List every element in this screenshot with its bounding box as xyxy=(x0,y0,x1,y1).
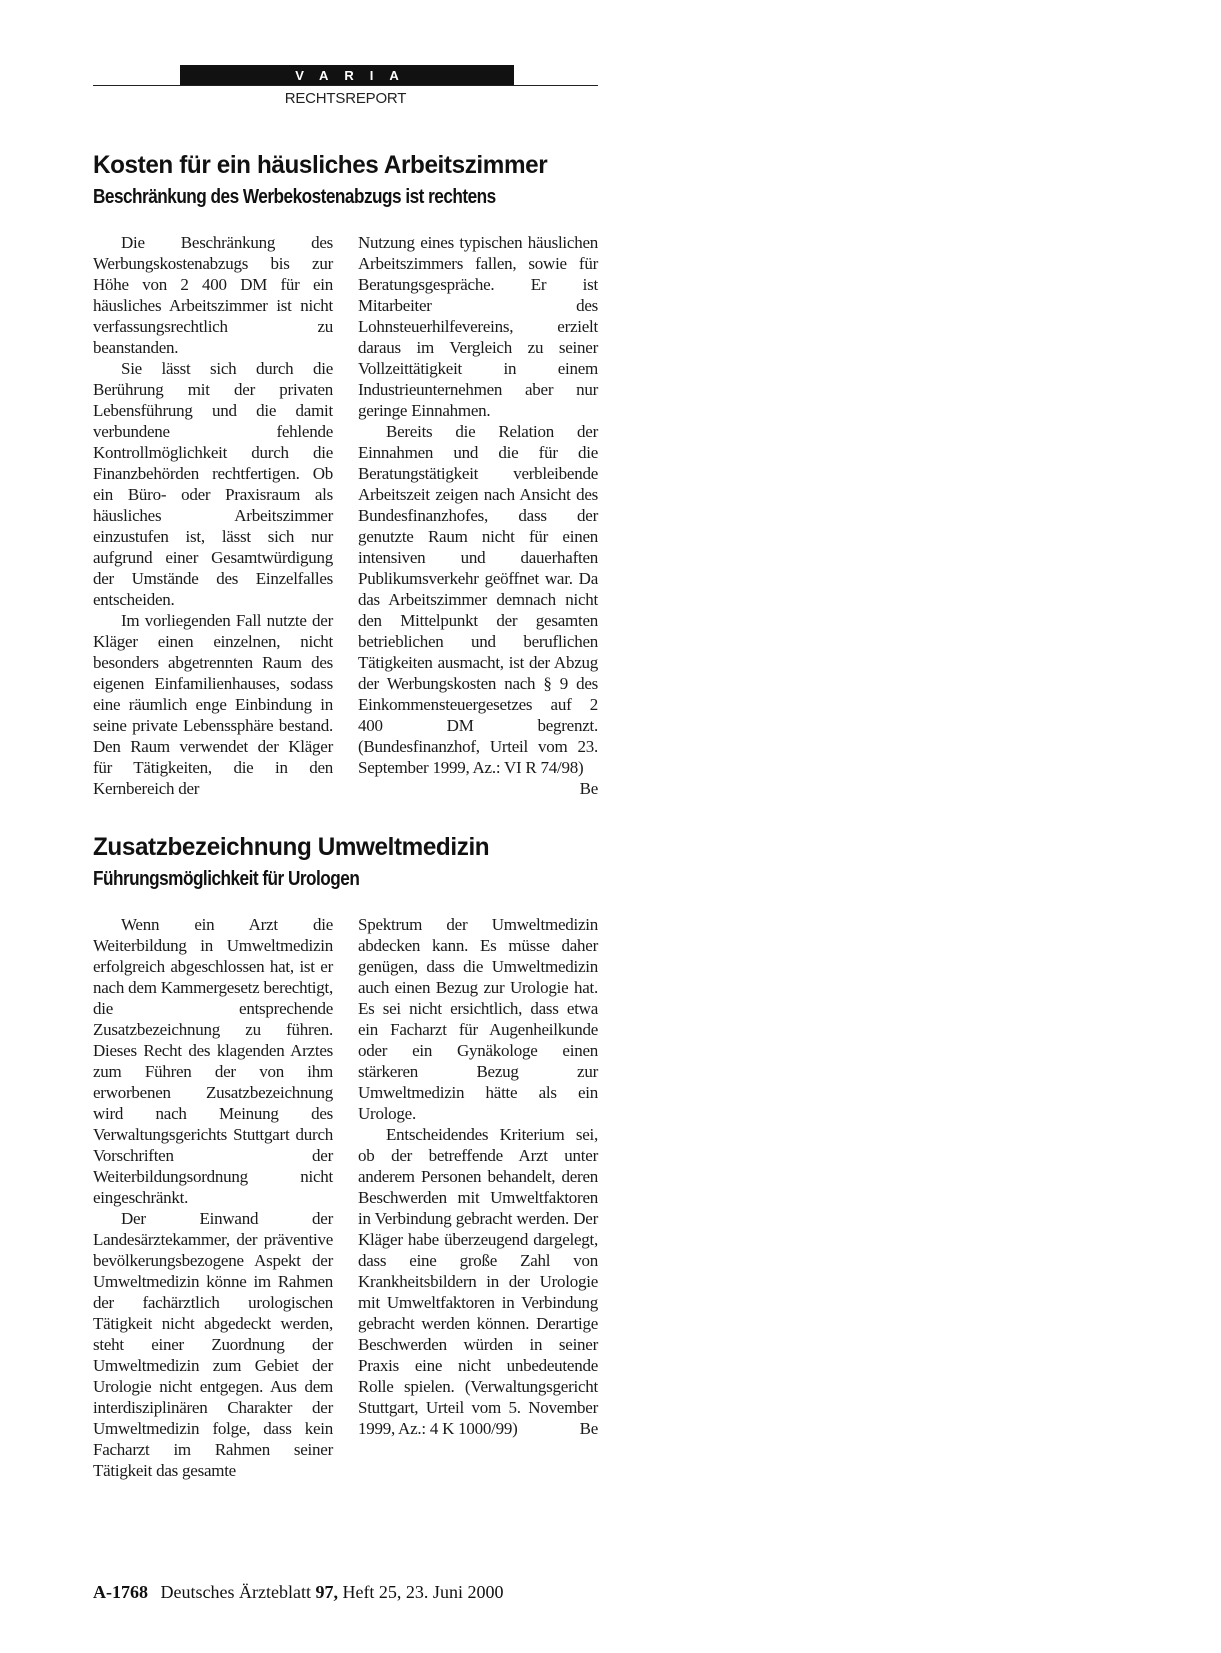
paragraph: Im vorliegenden Fall nutzte der Kläger einen einzelnen, nicht besonders abgetrennten Raum des eigenen Einfamilienhauses, sodass eine räumlich enge Einbindung in seine private Lebenssphäre bestand. Den Raum verwendet der Kläger für Tätigkeiten, die in den Kernbereich der xyxy=(93,611,333,798)
paragraph-text: Bereits die Relation der Einnahmen und die für die Beratungstätigkeit verbleibende Arbeitszeit zeigen nach Ansicht des Bundesfinanzhofes, dass der genutzte Raum nicht für einen intensiven und dauerhaften Publikumsverkehr geöffnet war. Da das Arbeitszimmer demnach nicht den Mittelpunkt der gesamten betrieblichen und beruflichen Tätigkeiten ausmacht, ist der Abzug der Werbungskosten nach § 9 des Einkommensteuergesetzes auf 2 400 DM begrenzt. (Bundesfinanzhof, Urteil vom 23. September 1999, Az.: VI R 74/98) xyxy=(358,422,598,777)
page-number: A-1768 xyxy=(93,1582,148,1602)
paragraph-with-signature xyxy=(358,421,598,798)
article-title: Kosten für ein häusliches Arbeitszimmer xyxy=(93,151,548,179)
journal-volume: 97, xyxy=(315,1582,338,1602)
paragraph: Spektrum der Umweltmedizin abdecken kann. Es müsse daher genügen, dass die Umweltmedizin auch einen Bezug zur Urologie hat. Es sei nicht ersichtlich, dass etwa ein Facharzt für Augenheilkunde oder ein Gynäkologe einen stärkeren Bezug zur Umweltmedizin hätte als ein Urologe. xyxy=(358,915,598,1123)
article-subtitle: Beschränkung des Werbekostenabzugs ist rechtens xyxy=(93,186,496,208)
paragraph: Sie lässt sich durch die Berührung mit der privaten Lebensführung und die damit verbundene fehlende Kontrollmöglichkeit durch die Finanzbehörden rechtfertigen. Ob ein Büro- oder Praxisraum als häusliches Arbeitszimmer einzustufen ist, lässt sich nur aufgrund einer Gesamtwürdigung der Umstände des Einzelfalles entscheiden. xyxy=(93,359,333,609)
journal-issue: Heft 25, 23. Juni 2000 xyxy=(342,1582,504,1602)
paragraph-text: Entscheidendes Kriterium sei, ob der betreffende Arzt unter anderem Personen behandelt, deren Beschwerden mit Umweltfaktoren in Verbindung gebracht werden. Der Kläger habe überzeugend dargelegt, dass eine große Zahl von Krankheitsbildern in der Urologie mit Umweltfaktoren in Verbindung gebracht werden können. Derartige Beschwerden würden in seiner Praxis eine nicht unbedeutende Rolle spielen. (Verwaltungsgericht Stuttgart, Urteil vom 5. November 1999, Az.: 4 K 1000/99) xyxy=(358,1125,598,1438)
column-right xyxy=(358,914,598,1439)
author-signature: Be xyxy=(579,1419,598,1438)
article-title: Zusatzbezeichnung Umweltmedizin xyxy=(93,833,490,861)
journal-name: Deutsches Ärzteblatt xyxy=(160,1582,311,1602)
paragraph: Wenn ein Arzt die Weiterbildung in Umweltmedizin erfolgreich abgeschlossen hat, ist er nach dem Kammergesetz berechtigt, die entsprechende Zusatzbezeichnung zu führen. Dieses Recht des klagenden Arztes zum Führen der von ihm erworbenen Zusatzbezeichnung wird nach Meinung des Verwaltungsgerichts Stuttgart durch Vorschriften der Weiterbildungsordnung nicht eingeschränkt. xyxy=(93,915,333,1207)
author-signature: Be xyxy=(579,779,598,798)
column-left xyxy=(93,914,333,1481)
section-banner: VARIA xyxy=(180,65,514,86)
header-divider xyxy=(93,85,598,86)
section-label: RECHTSREPORT xyxy=(284,90,407,107)
paragraph: Nutzung eines typischen häuslichen Arbeitszimmers fallen, sowie für Beratungsgespräche. Er ist Mitarbeiter des Lohnsteuerhilfevereins, erzielt daraus im Vergleich zu seiner Vollzeittätigkeit in einem Industrieunternehmen aber nur geringe Einnahmen. xyxy=(358,233,598,420)
column-left xyxy=(93,232,333,799)
article-subtitle: Führungsmöglichkeit für Urologen xyxy=(93,868,360,890)
page-footer xyxy=(93,1582,503,1603)
column-right xyxy=(358,232,598,799)
paragraph: Die Beschränkung des Werbungskostenabzugs bis zur Höhe von 2 400 DM für ein häusliches Arbeitszimmer ist nicht verfassungsrechtlich zu beanstanden. xyxy=(93,233,333,357)
article-umweltmedizin xyxy=(93,832,598,1480)
paragraph-with-signature xyxy=(358,1124,598,1439)
article-arbeitszimmer xyxy=(93,150,598,798)
paragraph: Der Einwand der Landesärztekammer, der präventive bevölkerungsbezogene Aspekt der Umweltmedizin könne im Rahmen der fachärztlich urologischen Tätigkeit nicht abgedeckt werden, steht einer Zuordnung der Umweltmedizin zum Gebiet der Urologie nicht entgegen. Aus dem interdisziplinären Charakter der Umweltmedizin folge, dass kein Facharzt im Rahmen seiner Tätigkeit das gesamte xyxy=(93,1209,333,1480)
